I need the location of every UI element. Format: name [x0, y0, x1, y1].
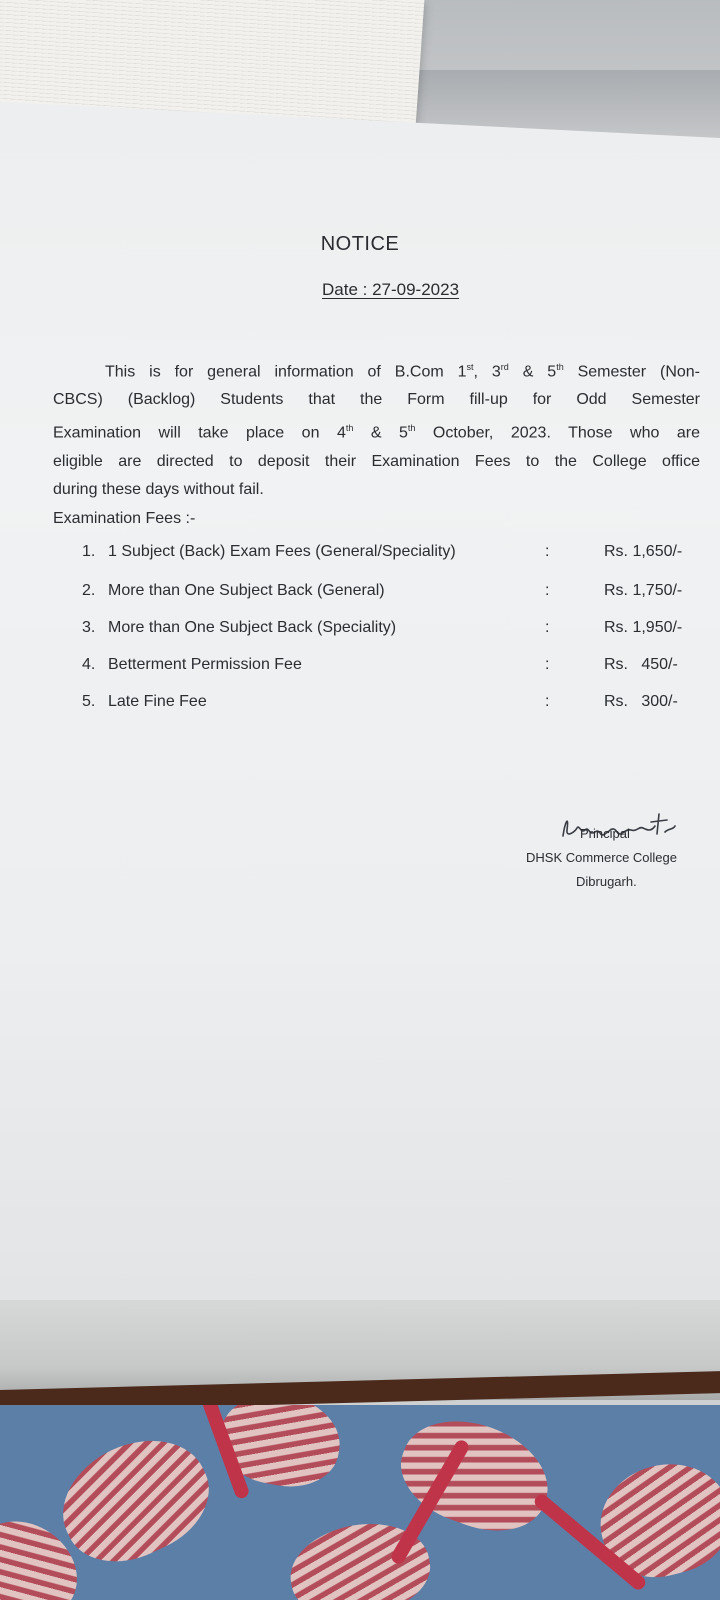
fee-row — [82, 693, 702, 717]
notice-body — [53, 353, 700, 504]
fee-amount: Rs. 1,650/- — [604, 543, 683, 560]
fee-amount: Rs. 1,750/- — [604, 582, 683, 599]
fee-number: 3. — [82, 619, 96, 636]
fees-heading: Examination Fees :- — [53, 510, 196, 527]
fee-row — [82, 582, 702, 606]
patterned-cloth — [0, 1405, 720, 1600]
body-line: This is for general information of B.Com 1st, 3rd & 5th Semester (Non- — [105, 362, 700, 381]
fee-row — [82, 656, 702, 680]
fee-label: Betterment Permission Fee — [108, 656, 302, 673]
fee-amount: Rs. 1,950/- — [604, 619, 683, 636]
fee-label: More than One Subject Back (General) — [108, 582, 385, 599]
fee-number: 5. — [82, 693, 96, 710]
fee-number: 4. — [82, 656, 96, 673]
fee-number: 2. — [82, 582, 96, 599]
body-line: Examination will take place on 4th & 5th October, 2023. Those who are — [53, 423, 700, 442]
body-line: eligible are directed to deposit their Examination Fees to the College office — [53, 452, 700, 470]
fee-amount: Rs. 450/- — [604, 656, 678, 673]
notice-title: NOTICE — [320, 233, 400, 255]
fee-label: Late Fine Fee — [108, 693, 207, 710]
signatory-title: Principal — [580, 826, 630, 841]
fee-colon: : — [545, 656, 550, 673]
fee-colon: : — [545, 543, 550, 560]
fee-label: 1 Subject (Back) Exam Fees (General/Speciality) — [108, 543, 456, 560]
fee-number: 1. — [82, 543, 96, 560]
fee-amount: Rs. 300/- — [604, 693, 678, 710]
signatory-college: DHSK Commerce College — [526, 850, 677, 865]
notice-date: Date : 27-09-2023 — [322, 280, 460, 299]
body-line: during these days without fail. — [53, 480, 264, 498]
fee-row — [82, 619, 702, 643]
fee-row — [82, 543, 702, 567]
body-line: CBCS) (Backlog) Students that the Form fill-up for Odd Semester — [53, 391, 700, 409]
signatory-place: Dibrugarh. — [576, 874, 637, 889]
fee-colon: : — [545, 693, 550, 710]
fee-colon: : — [545, 619, 550, 636]
fee-label: More than One Subject Back (Speciality) — [108, 619, 397, 636]
fee-colon: : — [545, 582, 550, 599]
